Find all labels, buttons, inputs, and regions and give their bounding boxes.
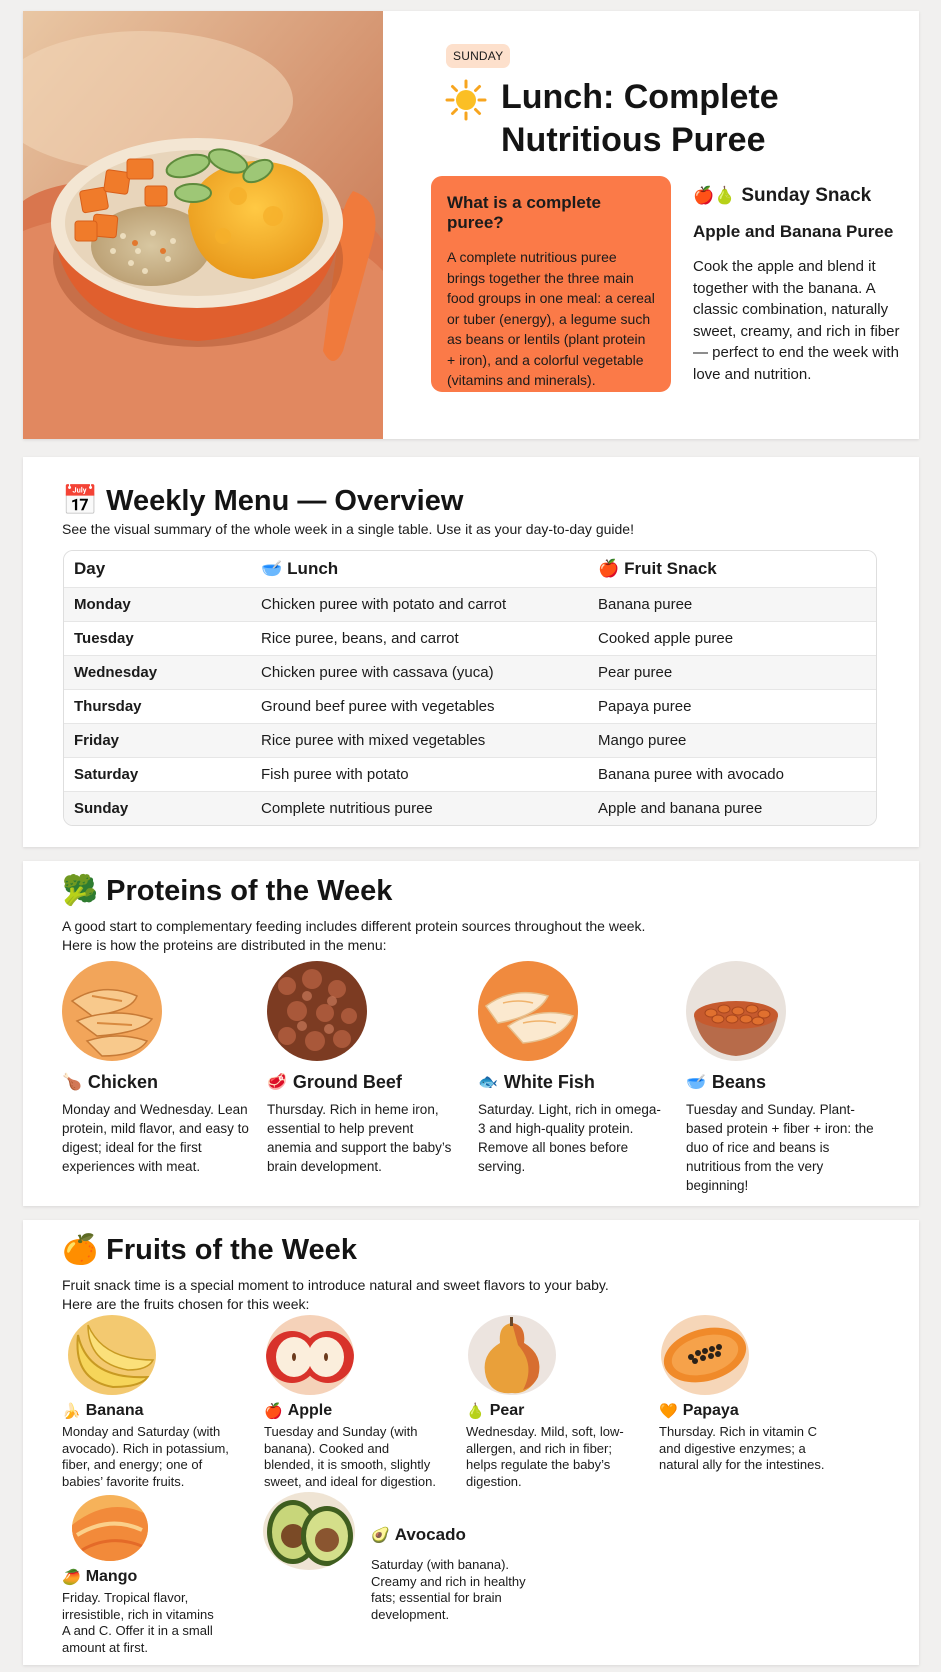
broccoli-icon: 🥦: [62, 875, 99, 907]
papaya-photo: [661, 1315, 749, 1395]
avocado-description: Saturday (with banana). Creamy and rich in healthy fats; essential for brain development.: [371, 1557, 526, 1622]
ground-beef-label: Ground Beef: [292, 1071, 402, 1092]
mango-title: [62, 1567, 222, 1587]
sun-icon: [445, 79, 487, 121]
orange-icon: 🍊: [62, 1234, 99, 1266]
bowl-icon: 🥣: [686, 1074, 706, 1091]
table-row: [64, 587, 876, 621]
sunday-snack-label: Sunday Snack: [741, 185, 872, 206]
snack-cell: Banana puree: [598, 596, 693, 613]
proteins-description-line-2: Here is how the proteins are distributed in the menu:: [62, 937, 387, 953]
beans-description: Tuesday and Sunday. Plant-based protein + fiber + iron: the duo of rice and beans is nutritious from the very beginning!: [686, 1102, 874, 1193]
day-cell: Wednesday: [74, 664, 158, 681]
pear-title: [466, 1401, 641, 1421]
banana-description: Monday and Saturday (with avocado). Rich in potassium, fiber, and energy; one of babies’ favorite fruits.: [62, 1424, 229, 1489]
pear-label: Pear: [489, 1402, 525, 1419]
protein-card-chicken: [62, 961, 252, 1176]
sunday-snack-subtitle: Apple and Banana Puree: [693, 222, 894, 241]
fruits-description-line-1: Fruit snack time is a special moment to introduce natural and sweet flavors to your baby.: [62, 1277, 609, 1293]
apple-photo: [266, 1315, 354, 1395]
beans-photo: [686, 961, 786, 1061]
day-cell: Monday: [74, 596, 131, 613]
snack-cell: Cooked apple puree: [598, 630, 734, 647]
avocado-photo: [263, 1492, 355, 1570]
table-row: [64, 791, 876, 825]
protein-card-beans: [686, 961, 876, 1195]
snack-cell: Papaya puree: [598, 698, 692, 715]
fruits-heading: [62, 1234, 357, 1267]
protein-card-ground-beef: [267, 961, 457, 1176]
apple-icon: 🍎: [264, 1403, 283, 1420]
sunday-snack-heading: [693, 185, 871, 207]
day-cell: Friday: [74, 732, 120, 749]
white-fish-description: Saturday. Light, rich in omega-3 and high-quality protein. Remove all bones before serving.: [478, 1102, 661, 1174]
table-row: [64, 655, 876, 689]
fruit-card-avocado: [371, 1525, 541, 1623]
fruit-card-banana: [62, 1315, 237, 1490]
info-box-title: What is a complete puree?: [447, 193, 601, 232]
table-row: [64, 723, 876, 757]
ground-beef-photo: [267, 961, 367, 1061]
protein-card-white-fish: [478, 961, 668, 1176]
snack-cell: Mango puree: [598, 732, 687, 749]
lunch-cell: Rice puree, beans, and carrot: [261, 630, 459, 647]
weekly-menu-table: [63, 550, 877, 826]
proteins-card: [23, 861, 919, 1206]
ground-beef-title: [267, 1070, 457, 1094]
column-header-day: Day: [74, 559, 106, 578]
banana-title: [62, 1401, 237, 1421]
fruit-card-papaya: [659, 1315, 834, 1474]
proteins-heading: [62, 875, 392, 908]
day-cell: Sunday: [74, 800, 129, 817]
banana-photo: [68, 1315, 156, 1395]
column-header-lunch: [261, 559, 598, 579]
banana-label: Banana: [85, 1402, 144, 1419]
apple-title: [264, 1401, 439, 1421]
fruit-card-mango: [62, 1495, 222, 1656]
lunch-header-label: Lunch: [287, 559, 339, 578]
fruits-card: [23, 1220, 919, 1665]
papaya-title: [659, 1401, 834, 1421]
apple-label: Apple: [287, 1402, 333, 1419]
apple-pear-icon: 🍎🍐: [693, 186, 736, 205]
snack-cell: Pear puree: [598, 664, 673, 681]
snack-cell: Banana puree with avocado: [598, 766, 784, 783]
apple-icon: 🍎: [598, 559, 620, 578]
proteins-description-line-1: A good start to complementary feeding includes different protein sources throughout the week.: [62, 918, 646, 934]
orange-heart-icon: 🧡: [659, 1403, 678, 1420]
lunch-cell: Complete nutritious puree: [261, 800, 433, 817]
mango-description: Friday. Tropical flavor, irresistible, rich in vitamins A and C. Offer it in a small amount at first.: [62, 1590, 214, 1655]
table-row: [64, 757, 876, 791]
snack-cell: Apple and banana puree: [598, 800, 763, 817]
mango-icon: 🥭: [62, 1569, 81, 1586]
table-row: [64, 621, 876, 655]
lunch-cell: Fish puree with potato: [261, 766, 409, 783]
avocado-label: Avocado: [394, 1525, 466, 1544]
papaya-label: Papaya: [682, 1402, 739, 1419]
avocado-photo-tile: [263, 1492, 355, 1576]
mango-label: Mango: [85, 1568, 138, 1585]
fruit-snack-header-label: Fruit Snack: [624, 559, 717, 578]
weekly-menu-description: See the visual summary of the whole week in a single table. Use it as your day-to-day guide!: [62, 521, 634, 537]
proteins-title: Proteins of the Week: [106, 875, 393, 907]
fish-icon: 🐟: [478, 1074, 498, 1091]
fruit-card-apple: [264, 1315, 439, 1490]
drumstick-icon: 🍗: [62, 1074, 82, 1091]
day-badge: SUNDAY: [446, 44, 510, 68]
table-header-row: [64, 551, 876, 587]
avocado-icon: 🥑: [371, 1527, 390, 1544]
banana-icon: 🍌: [62, 1403, 81, 1420]
table-row: [64, 689, 876, 723]
lunch-cell: Rice puree with mixed vegetables: [261, 732, 486, 749]
column-header-fruit-snack: [598, 559, 876, 579]
fruits-description-line-2: Here are the fruits chosen for this week:: [62, 1296, 310, 1312]
white-fish-photo: [478, 961, 578, 1061]
meat-icon: 🥩: [267, 1074, 287, 1091]
day-cell: Tuesday: [74, 630, 134, 647]
white-fish-label: White Fish: [503, 1071, 595, 1092]
beans-label: Beans: [711, 1071, 766, 1092]
fruit-card-pear: [466, 1315, 641, 1490]
pear-description: Wednesday. Mild, soft, low-allergen, and rich in fiber; helps regulate the baby’s digestion.: [466, 1424, 624, 1489]
hero-content: [383, 11, 919, 439]
info-box-text: A complete nutritious puree brings together the three main food groups in one meal: a cereal or tuber (energy), a legume such as beans or lentils (plant protein + iron), and a colorful vegetable (vitamins and minerals).: [447, 249, 655, 388]
sunday-snack-text: Cook the apple and blend it together with the banana. A classic combination, naturally sweet, creamy, and rich in fiber — perfect to end the week with love and nutrition.: [693, 258, 900, 383]
proteins-description: [62, 917, 882, 955]
papaya-description: Thursday. Rich in vitamin C and digestive enzymes; a natural ally for the intestines.: [659, 1424, 825, 1472]
hero-card: [23, 11, 919, 439]
fruits-title: Fruits of the Week: [106, 1234, 357, 1266]
lunch-cell: Chicken puree with potato and carrot: [261, 596, 507, 613]
white-fish-title: [478, 1070, 668, 1094]
ground-beef-description: Thursday. Rich in heme iron, essential to help prevent anemia and support the baby’s brain development.: [267, 1102, 452, 1174]
pear-photo: [468, 1315, 556, 1395]
chicken-label: Chicken: [87, 1071, 158, 1092]
complete-puree-info-box: [431, 176, 671, 392]
lunch-cell: Chicken puree with cassava (yuca): [261, 664, 494, 681]
avocado-title: [371, 1525, 541, 1545]
day-cell: Saturday: [74, 766, 139, 783]
lunch-cell: Ground beef puree with vegetables: [261, 698, 495, 715]
chicken-description: Monday and Wednesday. Lean protein, mild flavor, and easy to digest; ideal for the first experiences with meat.: [62, 1102, 249, 1174]
apple-description: Tuesday and Sunday (with banana). Cooked and blended, it is smooth, slightly sweet, and ideal for digestion.: [264, 1424, 436, 1489]
page-title: Lunch: Complete Nutritious Puree: [501, 78, 779, 159]
bowl-icon: 🥣: [261, 559, 283, 578]
weekly-menu-card: [23, 457, 919, 847]
beans-title: [686, 1070, 876, 1094]
chicken-photo: [62, 961, 162, 1061]
chicken-title: [62, 1070, 252, 1094]
fruits-description: [62, 1276, 882, 1314]
calendar-icon: 📅: [62, 485, 99, 517]
pear-icon: 🍐: [466, 1403, 485, 1420]
mango-photo: [72, 1495, 148, 1561]
weekly-menu-title: Weekly Menu — Overview: [106, 485, 464, 517]
lunch-bowl-photo: [23, 11, 383, 439]
weekly-menu-heading: [62, 485, 463, 518]
day-cell: Thursday: [74, 698, 142, 715]
